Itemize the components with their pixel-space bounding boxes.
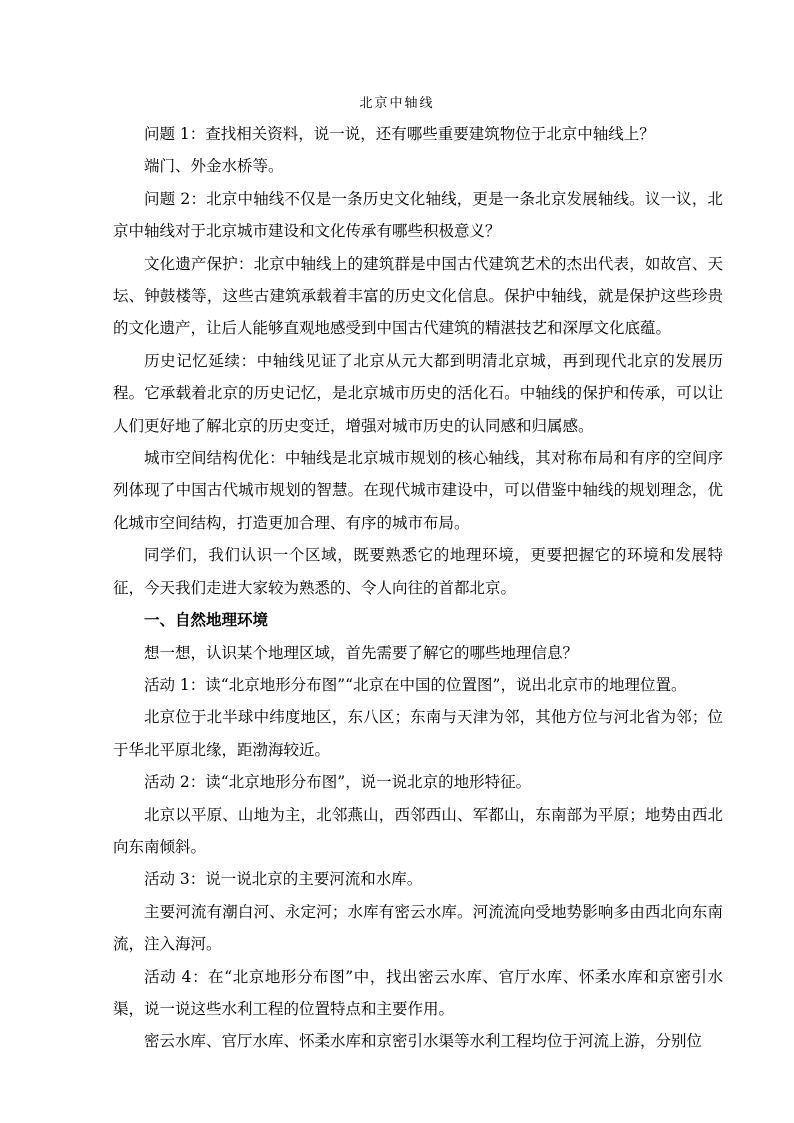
intro-paragraph: 同学们，我们认识一个区域，既要熟悉它的地理环境，更要把握它的环境和发展特征，今天我们走进大家较为熟悉的、令人向往的首都北京。 bbox=[113, 546, 723, 597]
answer-1: 端门、外金水桥等。 bbox=[144, 157, 284, 176]
answer-heritage-protection: 文化遗产保护：北京中轴线上的建筑群是中国古代建筑艺术的杰出代表，如故宫、天坛、钟鼓楼等，这些古建筑承载着丰富的历史文化信息。保护中轴线，就是保护这些珍贵的文化遗产，让后人能够直观地感受到中国古代建筑的精湛技艺和深厚文化底蕴。 bbox=[113, 254, 723, 338]
activity-3-answer: 主要河流有潮白河、永定河；水库有密云水库。河流流向受地势影响多由西北向东南流，注入海河。 bbox=[113, 902, 723, 954]
answer-urban-structure: 城市空间结构优化：中轴线是北京城市规划的核心轴线，其对称布局和有序的空间序列体现了中国古代城市规划的智慧。在现代城市建设中，可以借鉴中轴线的规划理念，优化城市空间结构，打造更加合理、有序的城市布局。 bbox=[113, 449, 723, 532]
activity-2-answer: 北京以平原、山地为主，北邻燕山，西邻西山、军都山，东南部为平原；地势由西北向东南倾斜。 bbox=[113, 805, 723, 856]
question-2: 问题 2：北京中轴线不仅是一条历史文化轴线，更是一条北京发展轴线。议一议，北京中轴线对于北京城市建设和文化传承有哪些积极意义？ bbox=[113, 189, 723, 241]
activity-4: 活动 4：在“北京地形分布图”中，找出密云水库、官厅水库、怀柔水库和京密引水渠，说一说这些水利工程的位置特点和主要作用。 bbox=[113, 967, 723, 1018]
document-body bbox=[113, 118, 723, 1058]
document-title: 北京中轴线 bbox=[359, 96, 435, 111]
question-1: 问题 1：查找相关资料，说一说，还有哪些重要建筑物位于北京中轴线上？ bbox=[144, 125, 655, 143]
activity-3: 活动 3：说一说北京的主要河流和水库。 bbox=[144, 870, 423, 889]
section-heading: 一、自然地理环境 bbox=[144, 611, 269, 630]
activity-1-answer: 北京位于北半球中纬度地区，东八区；东南与天津为邻，其他方位与河北省为邻；位于华北平原北缘，距渤海较近。 bbox=[113, 708, 723, 759]
think-prompt: 想一想，认识某个地理区域，首先需要了解它的哪些地理信息？ bbox=[144, 643, 579, 662]
activity-1: 活动 1：读“北京地形分布图”“北京在中国的位置图”，说出北京市的地理位置。 bbox=[144, 675, 687, 694]
activity-2: 活动 2：读“北京地形分布图”，说一说北京的地形特征。 bbox=[144, 773, 532, 792]
activity-4-answer: 密云水库、官厅水库、怀柔水库和京密引水渠等水利工程均位于河流上游，分别位 bbox=[144, 1032, 703, 1051]
answer-historical-memory: 历史记忆延续：中轴线见证了北京从元大都到明清北京城，再到现代北京的发展历程。它承载着北京的历史记忆，是北京城市历史的活化石。中轴线的保护和传承，可以让人们更好地了解北京的历史变迁，增强对城市历史的认同感和归属感。 bbox=[113, 351, 723, 435]
